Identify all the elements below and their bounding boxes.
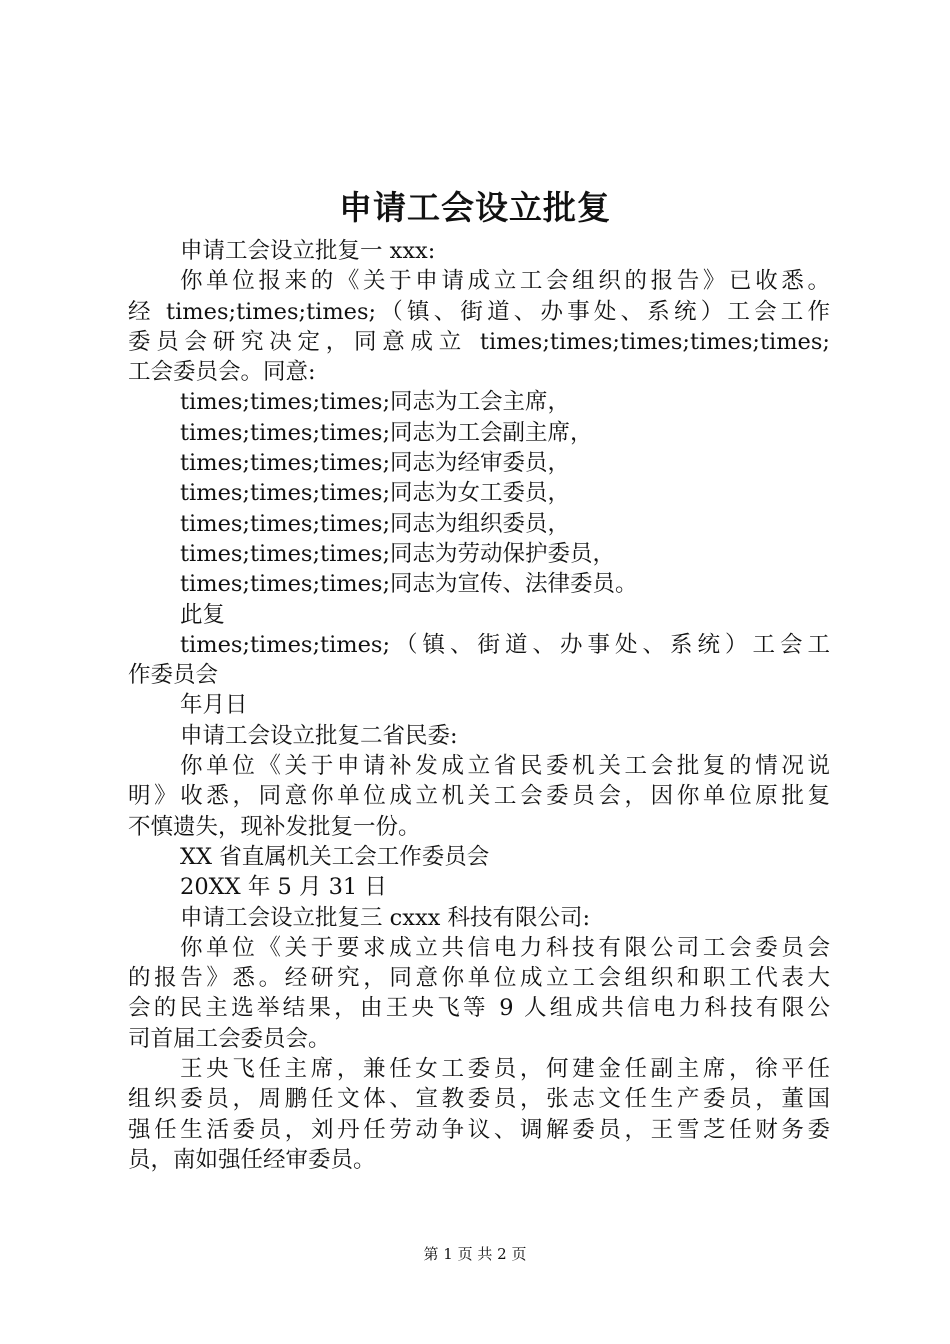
- text-line: XX 省直属机关工会工作委员会: [180, 843, 490, 870]
- text-line: 年月日: [180, 692, 248, 719]
- text-line: 你单位报来的《关于申请成立工会组织的报告》已收悉。: [180, 268, 830, 295]
- text-line: 你单位《关于申请补发成立省民委机关工会批复的情况说: [180, 753, 830, 780]
- text-line: 作委员会: [128, 662, 219, 689]
- text-line: 20XX 年 5 月 31 日: [180, 874, 387, 901]
- text-line: times;times;times;同志为工会副主席，: [180, 419, 593, 446]
- text-line: 你单位《关于要求成立共信电力科技有限公司工会委员会: [180, 934, 830, 961]
- text-line: times;times;times;同志为女工委员，: [180, 480, 571, 507]
- text-line: times;times;times;（镇、街道、办事处、系统）工会工: [180, 631, 830, 658]
- text-line: 组织委员，周鹏任文体、宣教委员，张志文任生产委员，董国: [128, 1086, 830, 1113]
- text-line: times;times;times;同志为劳动保护委员，: [180, 540, 616, 567]
- text-line: times;times;times;同志为组织委员，: [180, 510, 571, 537]
- text-line: 会的民主选举结果，由王央飞等 9 人组成共信电力科技有限公: [128, 995, 830, 1022]
- text-line: times;times;times;同志为经审委员，: [180, 450, 571, 477]
- text-line: 员，南如强任经审委员。: [128, 1146, 376, 1173]
- text-line: times;times;times;同志为宣传、法律委员。: [180, 571, 638, 598]
- text-line: times;times;times;同志为工会主席，: [180, 389, 571, 416]
- text-line: 工会委员会。同意:: [128, 359, 316, 386]
- text-line: 的报告》悉。经研究，同意你单位成立工会组织和职工代表大: [128, 965, 830, 992]
- text-line: 不慎遗失，现补发批复一份。: [128, 813, 421, 840]
- document-body: [128, 236, 830, 1175]
- text-line: 强任生活委员，刘丹任劳动争议、调解委员，王雪芝任财务委: [128, 1116, 830, 1143]
- text-line: 申请工会设立批复三 cxxx 科技有限公司:: [180, 904, 591, 931]
- text-line: 申请工会设立批复一 xxx:: [180, 238, 436, 264]
- text-line: 王央飞任主席，兼任女工委员，何建金任副主席，徐平任: [180, 1056, 830, 1083]
- text-line: 申请工会设立批复二省民委:: [180, 722, 458, 749]
- text-line: 司首届工会委员会。: [128, 1025, 331, 1052]
- text-line: 经 times;times;times;（镇、街道、办事处、系统）工会工作: [128, 298, 830, 325]
- page-footer: 第 1 页 共 2 页: [423, 1245, 527, 1263]
- page-title: 申请工会设立批复: [339, 188, 611, 227]
- text-line: 委员会研究决定，同意成立 times;times;times;times;times;: [128, 328, 830, 355]
- text-line: 此复: [180, 601, 226, 628]
- text-line: 明》收悉，同意你单位成立机关工会委员会，因你单位原批复: [128, 783, 830, 810]
